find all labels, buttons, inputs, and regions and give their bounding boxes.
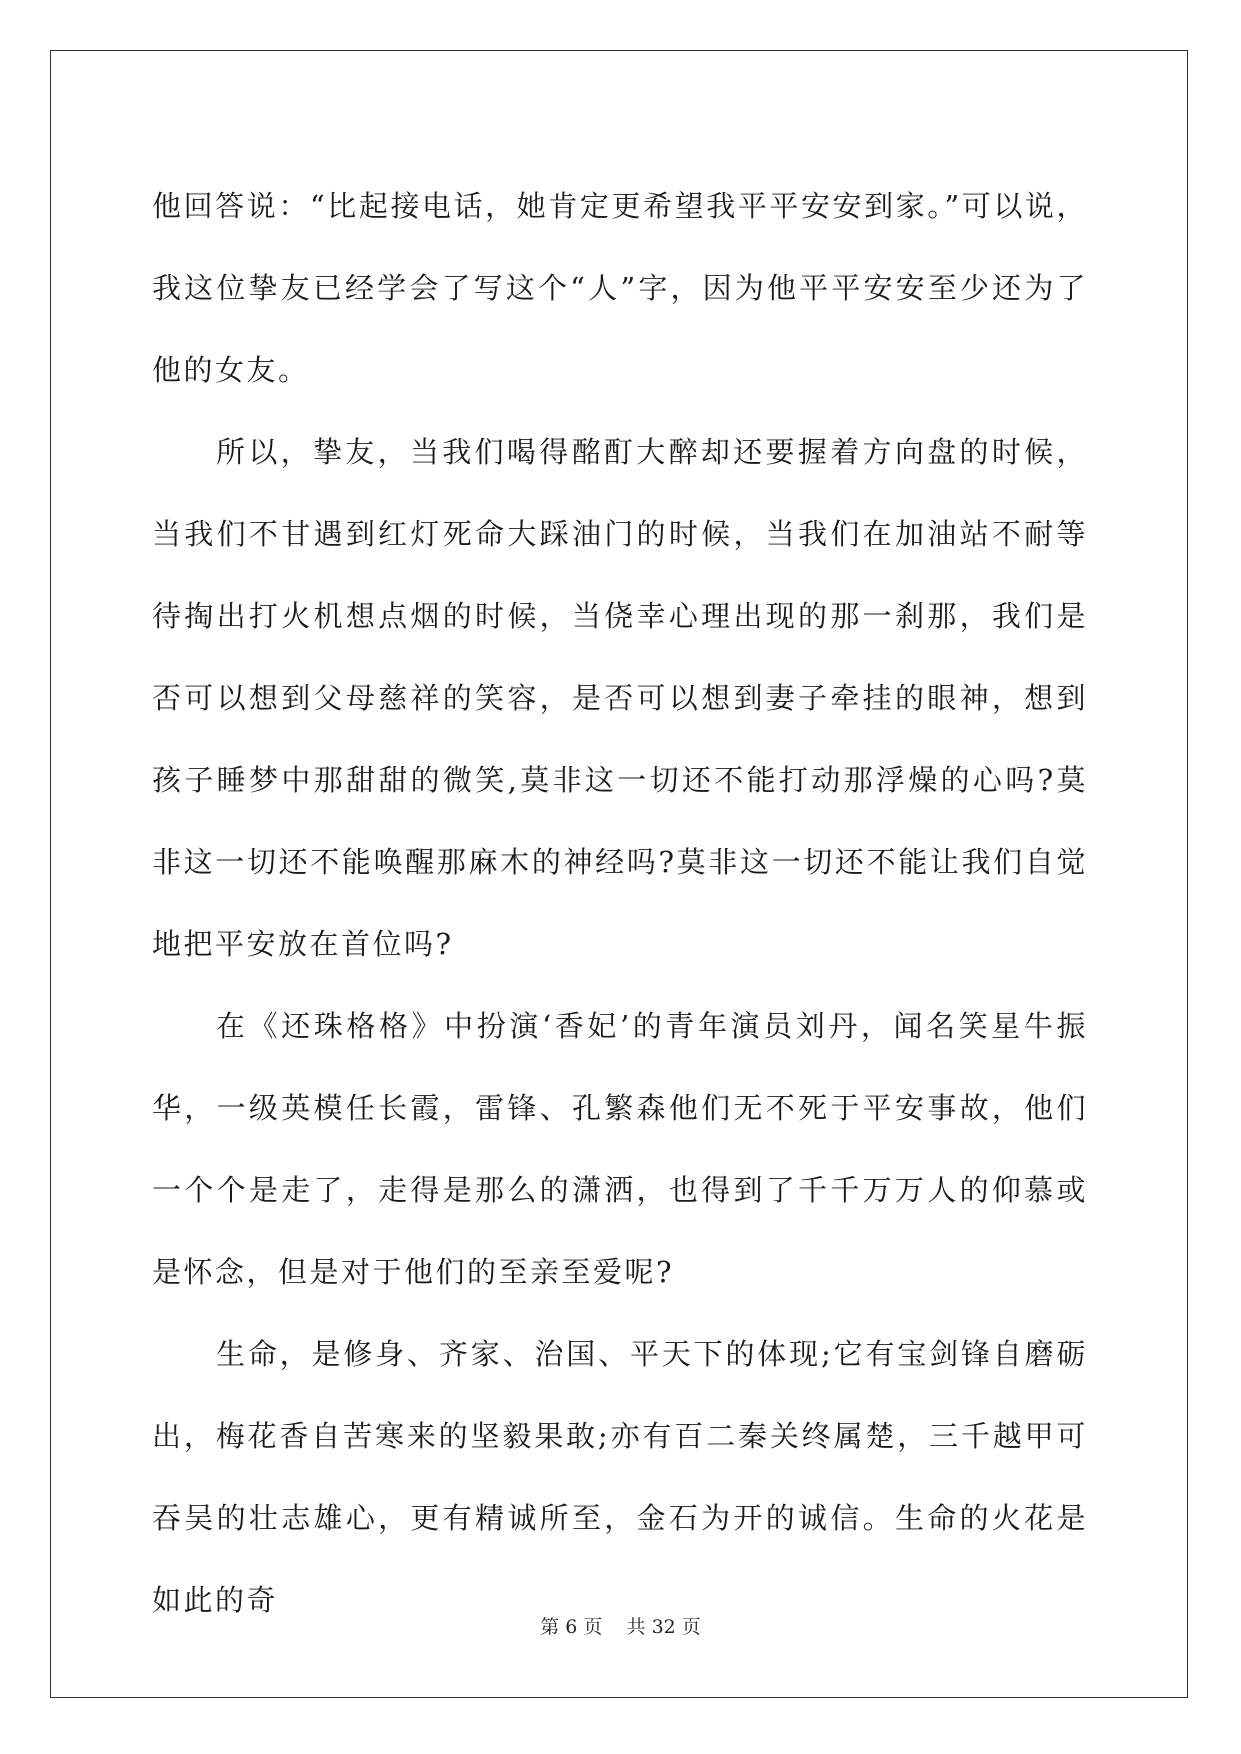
page-number-label: 第 6 页 共 32 页 (540, 1616, 701, 1638)
page-footer (0, 1612, 1241, 1639)
document-body (152, 165, 1088, 1641)
paragraph-3: 在《还珠格格》中扮演‘香妃’的青年演员刘丹，闻名笑星牛振华，一级英模任长霞，雷锋、孔繁森他们无不死于平安事故，他们一个个是走了，走得是那么的潇洒，也得到了千千万万人的仰慕或是怀念，但是对于他们的至亲至爱呢? (152, 1009, 1088, 1289)
paragraph-2: 所以，挚友，当我们喝得酩酊大醉却还要握着方向盘的时候，当我们不甘遇到红灯死命大踩油门的时候，当我们在加油站不耐等待掏出打火机想点烟的时候，当侥幸心理出现的那一刹那，我们是否可以想到父母慈祥的笑容，是否可以想到妻子牵挂的眼神，想到孩子睡梦中那甜甜的微笑,莫非这一切还不能打动那浮燥的心吗?莫非这一切还不能唤醒那麻木的神经吗?莫非这一切还不能让我们自觉地把平安放在首位吗? (152, 435, 1088, 961)
paragraph-4: 生命，是修身、齐家、治国、平天下的体现;它有宝剑锋自磨砺出，梅花香自苦寒来的坚毅果敢;亦有百二秦关终属楚，三千越甲可吞吴的壮志雄心，更有精诚所至，金石为开的诚信。生命的火花是如此的奇 (152, 1337, 1088, 1617)
paragraph-1: 他回答说：“比起接电话，她肯定更希望我平平安安到家。”可以说，我这位挚友已经学会了写这个“人”字，因为他平平安安至少还为了他的女友。 (152, 189, 1088, 387)
